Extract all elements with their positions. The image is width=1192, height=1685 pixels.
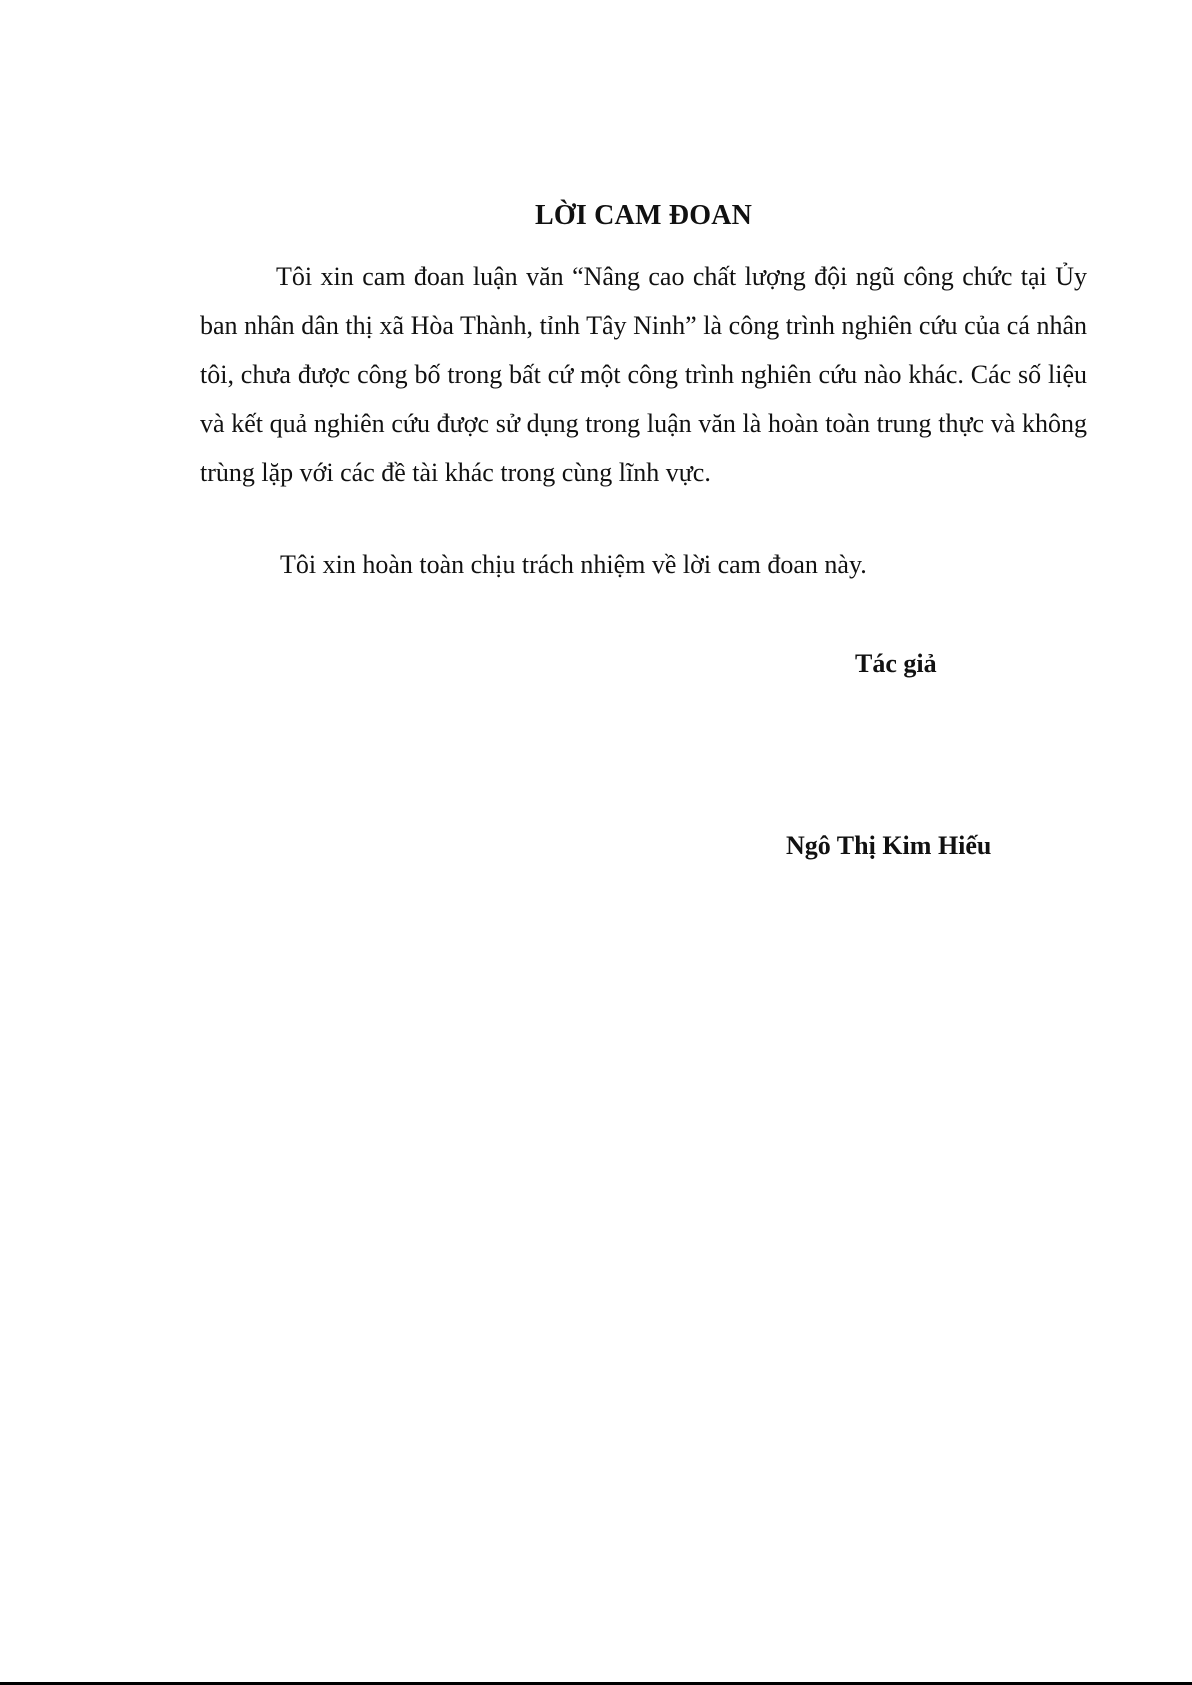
declaration-paragraph: Tôi xin cam đoan luận văn “Nâng cao chất lượng đội ngũ công chức tại Ủy ban nhân dân thị xã Hòa Thành, tỉnh Tây Ninh” là công trình nghiên cứu của cá nhân tôi, chưa được công bố trong bất cứ một công trình nghiên cứu nào khác. Các số liệu và kết quả nghiên cứu được sử dụng trong luận văn là hoàn toàn trung thực và không trùng lặp với các đề tài khác trong cùng lĩnh vực. bbox=[200, 262, 1087, 487]
author-name: Ngô Thị Kim Hiếu bbox=[786, 831, 992, 860]
page-title: LỜI CAM ĐOAN bbox=[534, 200, 753, 231]
responsibility-paragraph: Tôi xin hoàn toàn chịu trách nhiệm về lời cam đoan này. bbox=[280, 550, 867, 579]
author-label: Tác giả bbox=[855, 649, 937, 678]
